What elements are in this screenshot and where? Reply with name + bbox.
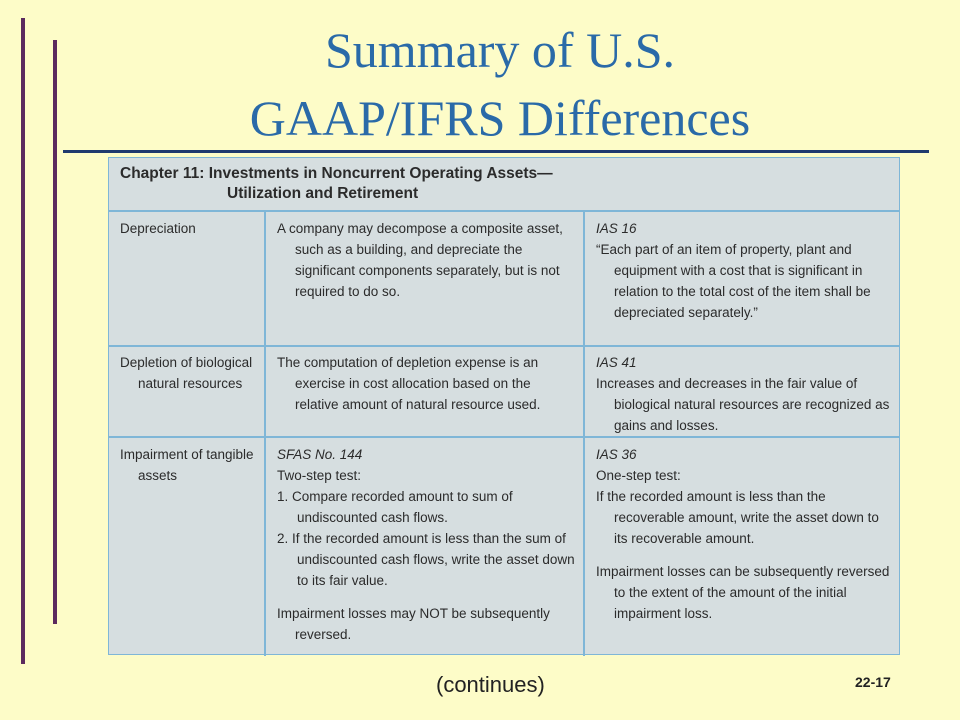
row2-gaap-cell [277,352,575,415]
row3-topic-cell [120,444,258,486]
column-divider [583,210,585,656]
left-accent-line-outer [21,18,25,664]
row3-ifrs-standard: IAS 36 [596,447,637,462]
row1-topic-cell [120,218,258,239]
row3-topic: Impairment of tangible assets [120,447,254,483]
row3-gaap-test: Two-step test: [277,468,362,483]
row1-topic: Depreciation [120,221,196,236]
row3-gaap-step2: 2. If the recorded amount is less than the sum of undiscounted cash flows, write the asset down to its fair value. [277,531,575,588]
row1-ifrs-cell [596,218,894,323]
table-header-line1: Chapter 11: Investments in Noncurrent Operating Assets— [120,165,553,182]
left-accent-line-inner [53,40,57,624]
column-divider [264,210,266,656]
slide-title-line2: GAAP/IFRS Differences [249,90,751,146]
row1-gaap-text: A company may decompose a composite asset, such as a building, and depreciate the significant components separately, but is not required to do so. [277,221,563,299]
row3-gaap-standard: SFAS No. 144 [277,447,363,462]
slide-number: 22-17 [855,674,891,690]
row1-ifrs-text: “Each part of an item of property, plant and equipment with a cost that is significant in relation to the total cost of the item shall be depreciated separately.” [596,242,871,320]
continues-label: (continues) [436,672,545,697]
table-header [109,158,899,210]
row3-gaap-note: Impairment losses may NOT be subsequently reversed. [277,606,550,642]
row-divider [109,345,899,347]
table-header-line2: Utilization and Retirement [227,185,419,202]
row2-ifrs-cell [596,352,894,436]
row2-topic-cell [120,352,258,394]
row2-topic: Depletion of biological natural resources [120,355,253,391]
row2-ifrs-standard: IAS 41 [596,355,637,370]
row-divider [109,210,899,212]
row3-ifrs-body: If the recorded amount is less than the recoverable amount, write the asset down to its recoverable amount. [596,489,879,546]
row1-ifrs-standard: IAS 16 [596,221,637,236]
row3-gaap-step1: 1. Compare recorded amount to sum of undiscounted cash flows. [277,489,513,525]
row3-ifrs-note: Impairment losses can be subsequently reversed to the extent of the amount of the initial impairment loss. [596,564,890,621]
comparison-table [108,157,900,655]
row2-gaap-text: The computation of depletion expense is an exercise in cost allocation based on the relative amount of natural resource used. [277,355,541,412]
row-divider [109,436,899,438]
slide-title-line1: Summary of U.S. [325,22,675,78]
row1-gaap-cell [277,218,575,302]
row3-ifrs-cell [596,444,894,624]
row2-ifrs-text: Increases and decreases in the fair value of biological natural resources are recognized as gains and losses. [596,376,890,433]
row3-ifrs-test: One-step test: [596,468,681,483]
row3-gaap-cell [277,444,577,645]
title-underline [63,150,929,153]
